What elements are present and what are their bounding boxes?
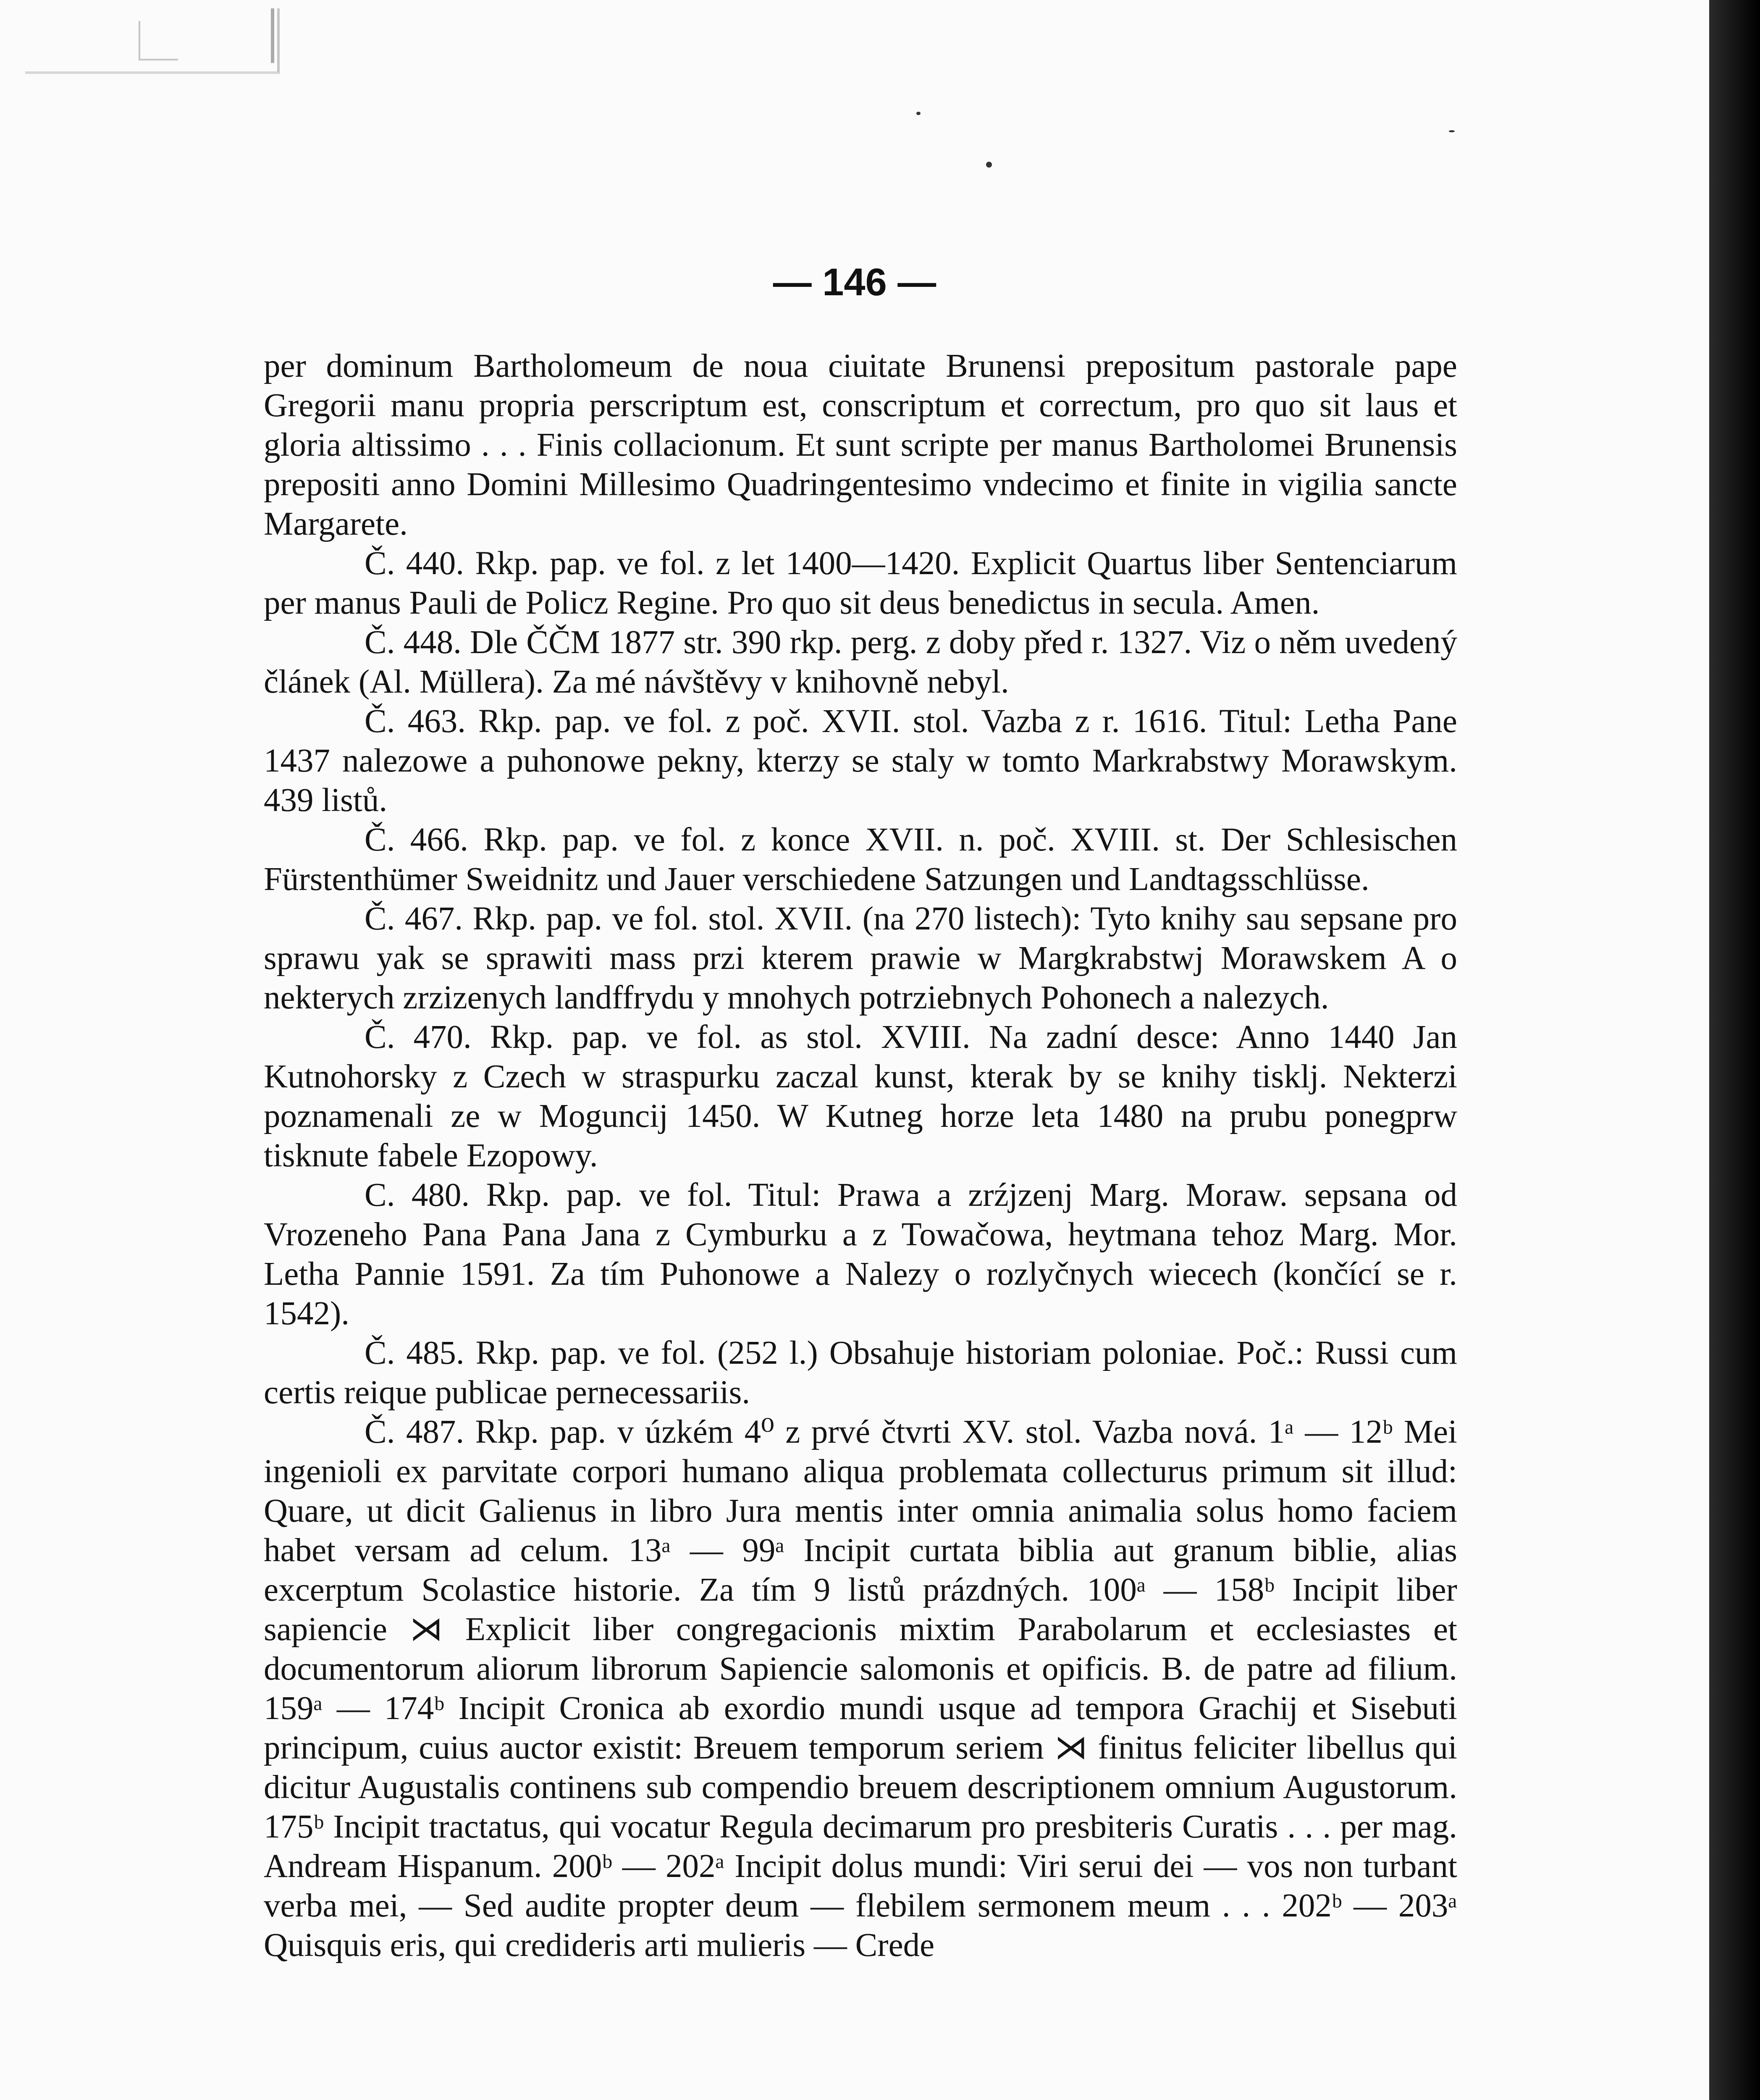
entry-470: Č. 470. Rkp. pap. ve fol. as stol. XVIII. Na zadní desce: Anno 1440 Jan Kutnohorsky z Czech w straspurku zaczal kunst, kterak by se knihy tisklj. Nekterzi poznamenali ze w Moguncij 1450. W Kutneg horze leta 1480 na prubu ponegprw tisknute fabele Ezopowy. — [264, 1019, 1457, 1174]
entry-487: Č. 487. Rkp. pap. v úzkém 4⁰ z prvé čtvrti XV. stol. Vazba nová. 1ᵃ — 12ᵇ Mei ingenioli ex parvitate corpori humano aliqua problemata collecturus primum sit illud: Quare, ut dicit Galienus in libro Jura mentis inter omnia animalia solus homo faciem habet versam ad celum. 13ᵃ — 99ᵃ Incipit curtata biblia aut granum biblie, alias excerptum Scolastice historie. Za tím 9 listů prázdných. 100ᵃ — 158ᵇ Incipit liber sapiencie ⋊ Explicit liber congregacionis mixtim Parabolarum et ecclesiastes et documentorum aliorum librorum Sapiencie salomonis et opificis. B. de patre ad filium. 159ᵃ — 174ᵇ Incipit Cronica ab exordio mundi usque ad tempora Grachij et Sisebuti principum, cuius auctor existit: Breuem temporum seriem ⋊ finitus feliciter libellus qui dicitur Augustalis continens sub compendio breuem descriptionem omnium Augustorum. 175ᵇ Incipit tractatus, qui vocatur Regula decimarum pro presbiteris Curatis . . . per mag. Andream Hispanum. 200ᵇ — 202ᵃ Incipit dolus mundi: Viri serui dei — vos non turbant verba mei, — Sed audite propter deum — flebilem sermonem meum . . . 202ᵇ — 203ᵃ Quisquis eris, qui credideris arti mulieris — Crede — [264, 1414, 1457, 1964]
speck — [986, 162, 992, 168]
body-text — [264, 346, 1457, 1965]
entry-467: Č. 467. Rkp. pap. ve fol. stol. XVII. (na 270 listech): Tyto knihy sau sepsane pro sprawu yak se sprawiti mass przi kterem prawie w Margkrabstwj Morawskem A o nekterych zrzizenych landffrydu y mnohych potrziebnych Pohonech a nalezych. — [264, 900, 1457, 1016]
speck — [916, 112, 921, 115]
entry-440: Č. 440. Rkp. pap. ve fol. z let 1400—1420. Explicit Quartus liber Sentenciarum per manus Pauli de Policz Regine. Pro quo sit deus benedictus in secula. Amen. — [264, 545, 1457, 621]
entry-448: Č. 448. Dle ČČM 1877 str. 390 rkp. perg. z doby před r. 1327. Viz o něm uvedený článek (Al. Müllera). Za mé návštěvy v knihovně nebyl. — [264, 624, 1457, 700]
corner-stamp-inner — [139, 21, 178, 60]
entry-466: Č. 466. Rkp. pap. ve fol. z konce XVII. n. poč. XVIII. st. Der Schlesischen Fürstenthümer Sweidnitz und Jauer verschiedene Satzungen und Landtagsschlüsse. — [264, 822, 1457, 898]
speck — [1449, 130, 1455, 132]
page-number: — 146 — — [773, 261, 936, 304]
paragraph-continuation: per dominum Bartholomeum de noua ciuitate Brunensi prepositum pastorale pape Gregorii manu propria perscriptum est, conscriptum et correctum, pro quo sit laus et gloria altissimo . . . Finis collacionum. Et sunt scripte per manus Bartholomei Brunensis prepositi anno Domini Millesimo Quadringentesimo vndecimo et finite in vigilia sancte Margarete. — [264, 348, 1457, 542]
entry-485: Č. 485. Rkp. pap. ve fol. (252 l.) Obsahuje historiam poloniae. Poč.: Russi cum certis reique publicae pernecessariis. — [264, 1335, 1457, 1411]
edge-mark — [271, 8, 274, 63]
entry-480: C. 480. Rkp. pap. ve fol. Titul: Prawa a zrźjzenj Marg. Moraw. sepsana od Vrozeneho Pana Pana Jana z Cymburku a z Towačowa, heytmana tehoz Marg. Mor. Letha Pannie 1591. Za tím Puhonowe a Nalezy o rozlyčnych wiecech (končící se r. 1542). — [264, 1177, 1457, 1332]
page-edge-shadow — [1709, 0, 1760, 2100]
entry-463: Č. 463. Rkp. pap. ve fol. z poč. XVII. stol. Vazba z r. 1616. Titul: Letha Pane 1437 nalezowe a puhonowe pekny, kterzy se staly w tomto Markrabstwy Morawskym. 439 listů. — [264, 703, 1457, 819]
